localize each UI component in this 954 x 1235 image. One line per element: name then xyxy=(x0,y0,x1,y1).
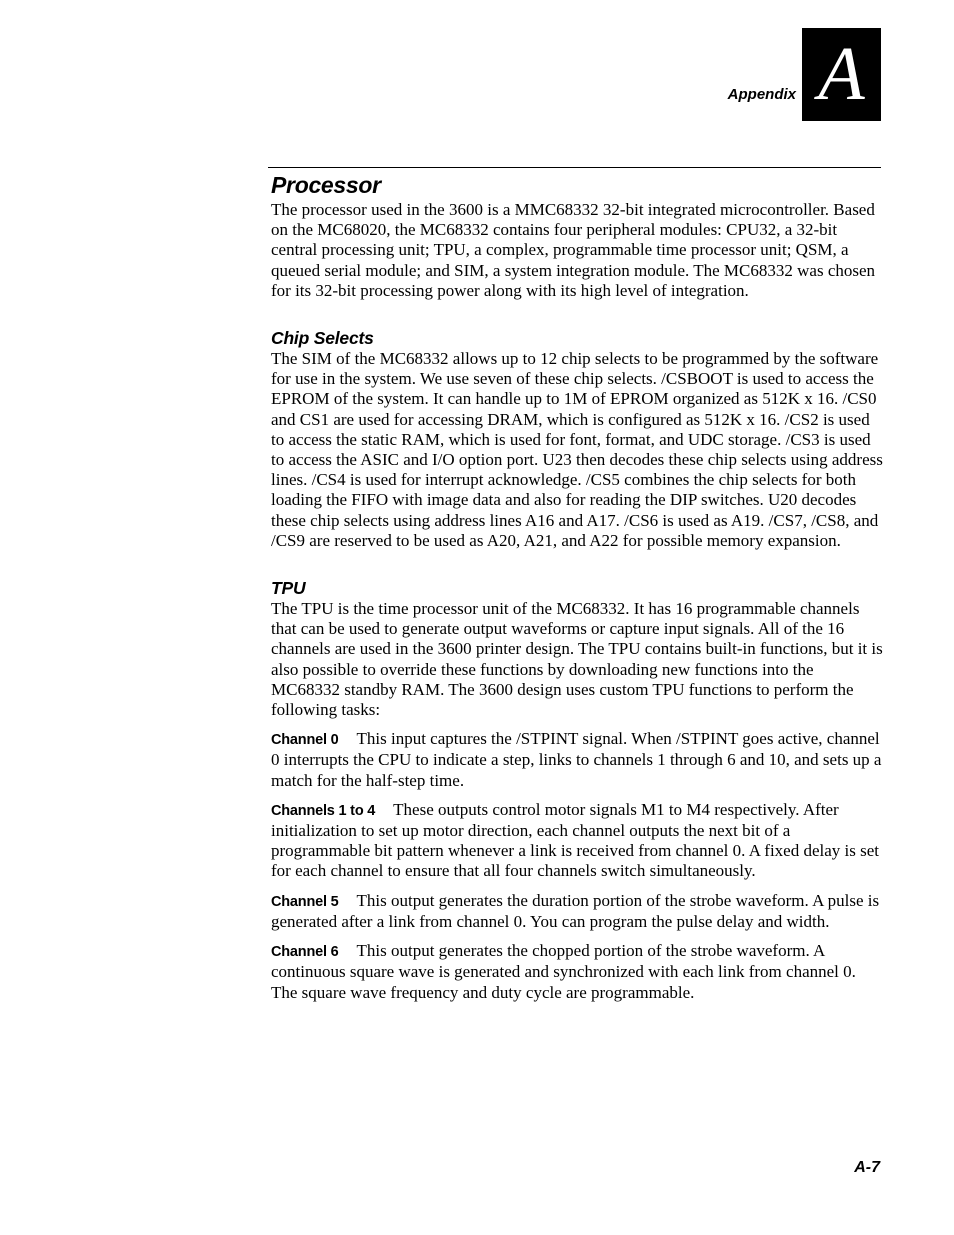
item-gap xyxy=(271,720,883,729)
page-content xyxy=(271,170,883,1003)
page-number: A-7 xyxy=(854,1159,880,1176)
item-gap xyxy=(271,932,883,941)
tpu-item-channel-0 xyxy=(271,729,883,791)
run-in-label: Channel 6 xyxy=(271,944,339,961)
tpu-item-channel-6 xyxy=(271,941,883,1003)
section-gap xyxy=(271,301,883,327)
run-in-label: Channel 5 xyxy=(271,893,339,910)
chip-selects-paragraph: The SIM of the MC68332 allows up to 12 chip selects to be programmed by the software for use in the system. We use seven of these chip selects. /CSBOOT is used to access the EPROM of the system. It can handle up to 1M of EPROM organized as 512K x 16. /CS0 and CS1 are used for accessing DRAM, which is configured as 512K x 16. /CS2 is used to access the static RAM, which is used for font, format, and UDC storage. /CS3 is used to access the ASIC and I/O option port. U23 then decodes these chip selects using address lines. /CS4 is used for interrupt acknowledge. /CS5 combines the chip selects for both loading the FIFO with image data and also for reading the DIP switches. U20 decodes these chip selects using address lines A16 and A17. /CS6 is used as A19. /CS7, /CS8, and /CS9 are reserved to be used as A20, A21, and A22 for possible memory expansion. xyxy=(271,349,883,550)
section-title-processor: Processor xyxy=(271,172,381,198)
section-gap xyxy=(271,551,883,577)
item-text: These outputs control motor signals M1 to M4 respectively. After initialization to set up motor direction, each channel outputs the next bit of a programmable bit pattern whenever a link is received from channel 0. A fixed delay is set for each channel to ensure that all four channels switch simultaneously. xyxy=(271,799,880,881)
tpu-item-channel-5 xyxy=(271,891,883,932)
run-in-label: Channel 0 xyxy=(271,732,339,749)
appendix-label: Appendix xyxy=(727,86,796,103)
item-gap xyxy=(271,882,883,891)
processor-paragraph: The processor used in the 3600 is a MMC68332 32-bit integrated microcontroller. Based on the MC68020, the MC68332 contains four peripheral modules: CPU32, a 32-bit central processing unit; TPU, a complex, programmable time processor unit; QSM, a queued serial module; and SIM, a system integration module. The MC68332 was chosen for its 32-bit processing power along with its high level of integration. xyxy=(271,200,876,300)
item-text: This output generates the chopped portion of the strobe waveform. A continuous square wave is generated and synchronized with each link from channel 0. The square wave frequency and duty cycle are programmable. xyxy=(271,941,856,1002)
item-text: This input captures the /STPINT signal. When /STPINT goes active, channel 0 interrupts the CPU to indicate a step, links to channels 1 through 6 and 10, and sets up a match for the half-step time. xyxy=(271,729,882,790)
section-title-chip-selects: Chip Selects xyxy=(271,328,374,349)
section-title-tpu: TPU xyxy=(271,578,306,599)
item-gap xyxy=(271,791,883,800)
run-in-label: Channels 1 to 4 xyxy=(271,802,376,819)
item-text: This output generates the duration portion of the strobe waveform. A pulse is generated after a link from channel 0. You can program the pulse delay and width. xyxy=(271,890,880,931)
tpu-paragraph: The TPU is the time processor unit of the MC68332. It has 16 programmable channels that can be used to generate output waveforms or capture input signals. All of the 16 channels are used in the 3600 printer design. The TPU contains built-in functions, but it is also possible to override these functions by downloading new functions into the MC68332 standby RAM. The 3600 design uses custom TPU functions to perform the following tasks: xyxy=(271,599,883,720)
appendix-letter-box: A xyxy=(802,28,881,121)
header-rule xyxy=(268,167,881,168)
tpu-item-channels-1-4 xyxy=(271,800,883,882)
